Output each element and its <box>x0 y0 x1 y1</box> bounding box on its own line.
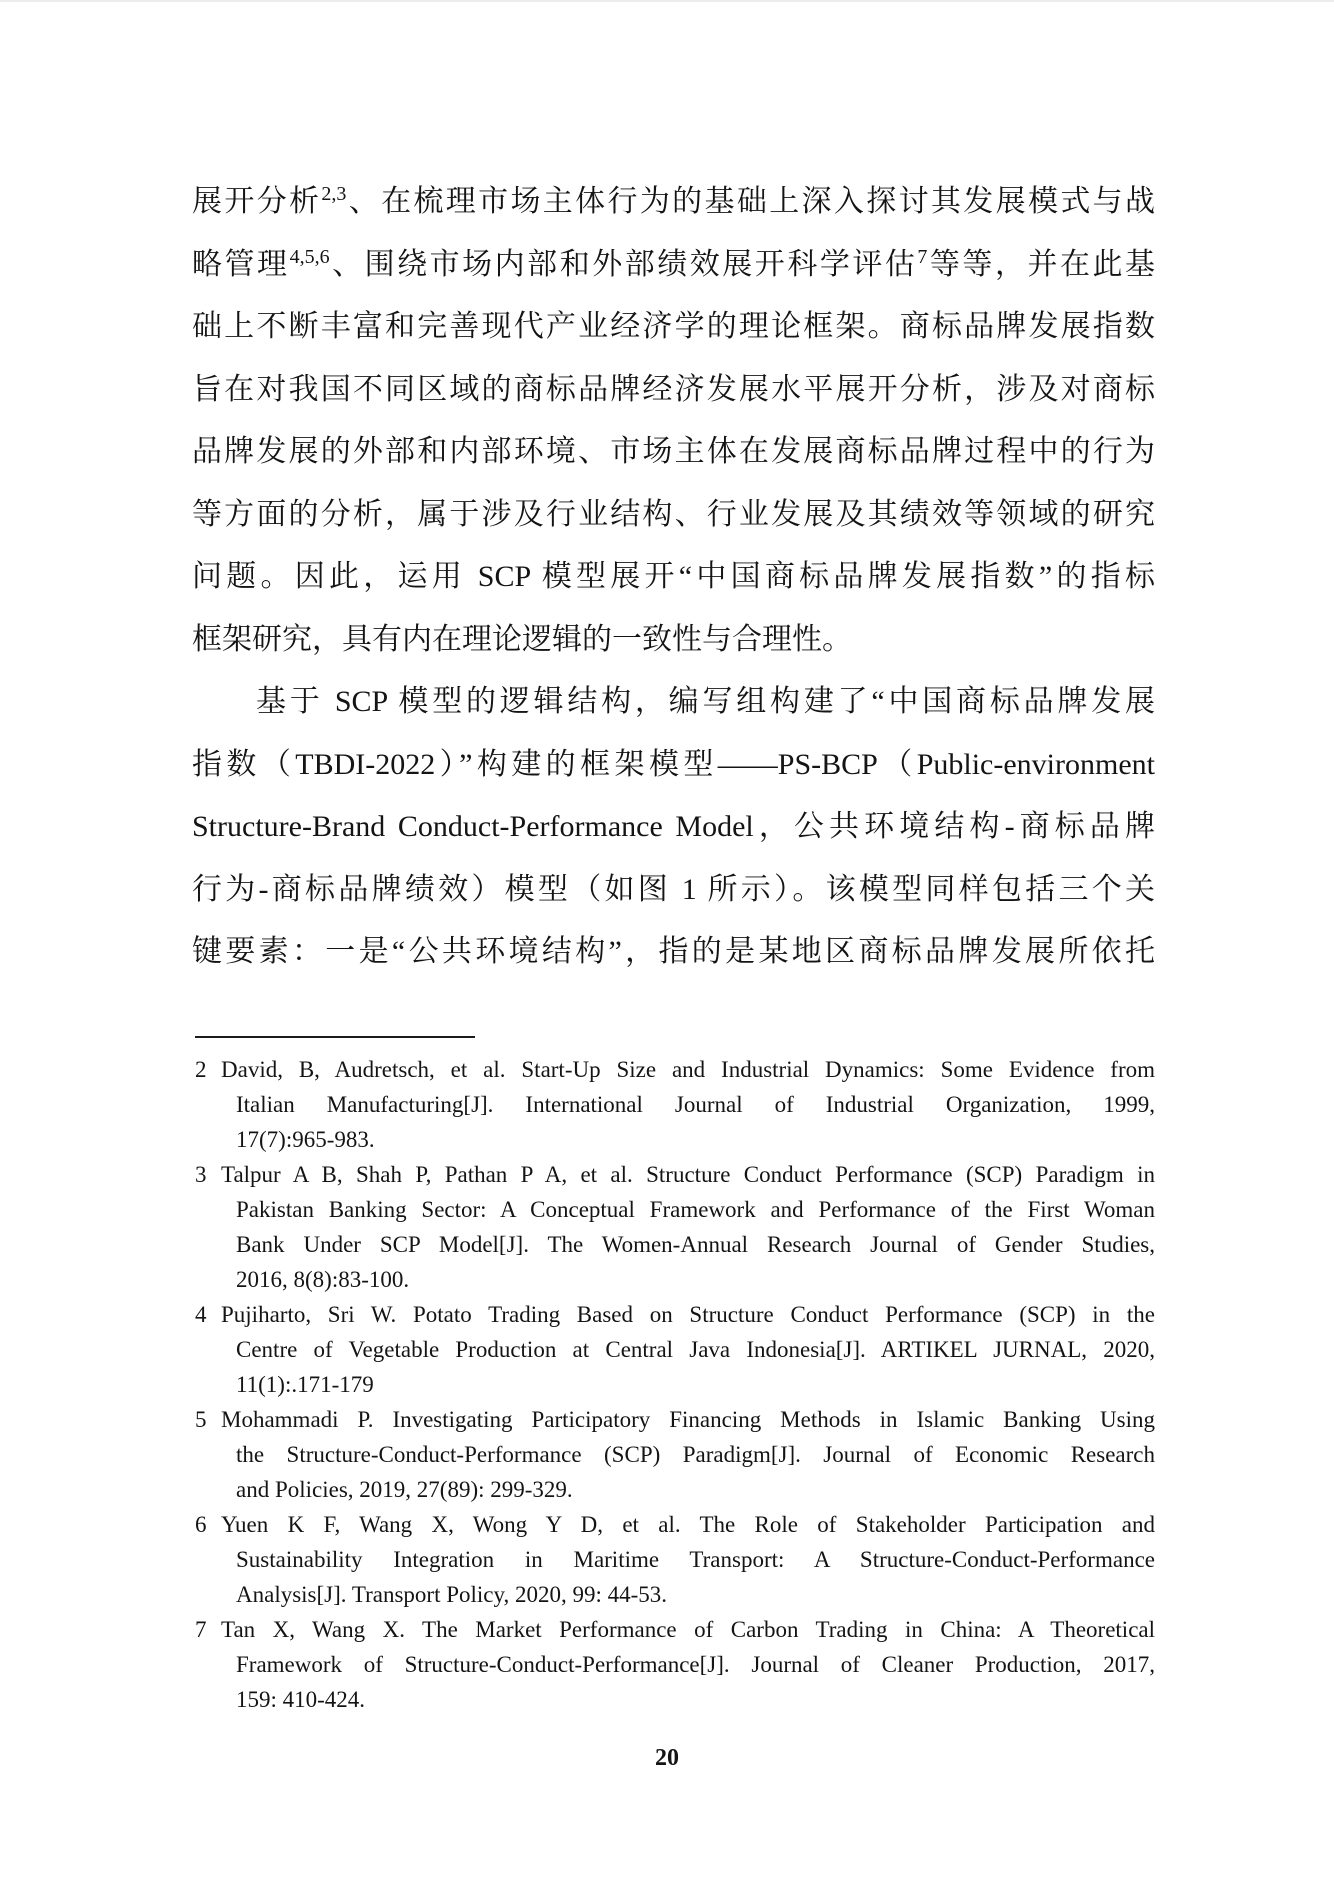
footnote-text: David, B, Audretsch, et al. Start-Up Size and Industrial Dynamics: Some Evidence from <box>221 1057 1155 1082</box>
body-line: 键要素：一是“公共环境结构”，指的是某地区商标品牌发展所依托 <box>192 935 1155 968</box>
footnote-text: Mohammadi P. Investigating Participatory Financing Methods in Islamic Banking Using <box>221 1407 1155 1432</box>
footnote-line <box>195 1612 1155 1647</box>
body-line: 问题。因此，运用 SCP 模型展开“中国商标品牌发展指数”的指标 <box>192 560 1155 593</box>
body-line: 行为-商标品牌绩效）模型（如图 1 所示）。该模型同样包括三个关 <box>192 872 1155 906</box>
footnote-number: 5 <box>195 1407 207 1432</box>
footnote-text: Yuen K F, Wang X, Wong Y D, et al. The Role of Stakeholder Participation and <box>221 1512 1155 1537</box>
footnote-line <box>195 1297 1155 1332</box>
footnote-line: Italian Manufacturing[J]. International Journal of Industrial Organization, 1999, <box>236 1092 1155 1117</box>
footnote-line: and Policies, 2019, 27(89): 299-329. <box>236 1477 573 1502</box>
footnote-line <box>195 1507 1155 1542</box>
body-line: 指数（TBDI-2022）”构建的框架模型——PS-BCP（Public-environment <box>192 747 1155 781</box>
body-line: 品牌发展的外部和内部环境、市场主体在发展商标品牌过程中的行为 <box>192 435 1155 468</box>
footnote-text: Pujiharto, Sri W. Potato Trading Based on Structure Conduct Performance (SCP) in the <box>221 1302 1155 1327</box>
body-line-text: 、围绕市场内部和外部绩效展开科学评估 <box>329 247 918 281</box>
footnote-ref: 4,5,6 <box>289 245 330 268</box>
body-line: 旨在对我国不同区域的商标品牌经济发展水平展开分析，涉及对商标 <box>192 372 1155 406</box>
body-line-text: 、在梳理市场主体行为的基础上深入探讨其发展模式与战 <box>346 185 1155 218</box>
footnote-line: 17(7):965-983. <box>236 1127 375 1152</box>
footnote-line: Sustainability Integration in Maritime Transport: A Structure-Conduct-Performance <box>236 1547 1155 1572</box>
footnote-line: Analysis[J]. Transport Policy, 2020, 99: 44-53. <box>236 1582 668 1607</box>
footnote-line: 11(1):.171-179 <box>236 1372 374 1397</box>
footnote-line: 2016, 8(8):83-100. <box>236 1267 410 1292</box>
footnote-ref: 2,3 <box>321 183 347 205</box>
footnote-line <box>195 1052 1155 1087</box>
footnote-line: Pakistan Banking Sector: A Conceptual Framework and Performance of the First Woman <box>236 1197 1155 1222</box>
footnote-text: Talpur A B, Shah P, Pathan P A, et al. Structure Conduct Performance (SCP) Paradigm in <box>221 1162 1155 1187</box>
body-line <box>192 234 1155 297</box>
footnote-number: 6 <box>195 1512 207 1537</box>
body-text-block <box>192 171 1155 984</box>
footnote-text: Tan X, Wang X. The Market Performance of Carbon Trading in China: A Theoretical <box>221 1617 1155 1642</box>
body-line-text: 略管理 <box>192 247 290 281</box>
body-line: Structure-Brand Conduct-Performance Model，公共环境结构-商标品牌 <box>192 810 1155 843</box>
body-line: 础上不断丰富和完善现代产业经济学的理论框架。商标品牌发展指数 <box>192 310 1155 343</box>
footnote-line: 159: 410-424. <box>236 1687 366 1712</box>
footnote-line <box>195 1402 1155 1437</box>
footnotes-block <box>195 1052 1155 1717</box>
body-line <box>192 171 1155 234</box>
footnote-number: 3 <box>195 1162 207 1187</box>
body-line-text: 等等，并在此基 <box>927 247 1155 281</box>
footnote-ref: 7 <box>917 245 928 268</box>
footnote-separator-line <box>195 1036 475 1038</box>
footnote-line: the Structure-Conduct-Performance (SCP) Paradigm[J]. Journal of Economic Research <box>236 1442 1155 1467</box>
footnote-number: 2 <box>195 1057 207 1082</box>
body-line-text: 展开分析 <box>192 185 322 218</box>
footnote-line: Centre of Vegetable Production at Central Java Indonesia[J]. ARTIKEL JURNAL, 2020, <box>236 1337 1155 1362</box>
footnote-number: 7 <box>195 1617 207 1642</box>
footnote-line: Bank Under SCP Model[J]. The Women-Annual Research Journal of Gender Studies, <box>236 1232 1155 1257</box>
body-line: 等方面的分析，属于涉及行业结构、行业发展及其绩效等领域的研究 <box>192 497 1155 531</box>
page-top-edge <box>0 0 1334 2</box>
footnote-line: Framework of Structure-Conduct-Performance[J]. Journal of Cleaner Production, 2017, <box>236 1652 1155 1677</box>
footnote-line <box>195 1157 1155 1192</box>
footnote-number: 4 <box>195 1302 207 1327</box>
body-line: 框架研究，具有内在理论逻辑的一致性与合理性。 <box>192 622 852 656</box>
page-number: 20 <box>655 1745 679 1771</box>
body-line: 基于 SCP 模型的逻辑结构，编写组构建了“中国商标品牌发展 <box>256 685 1155 718</box>
